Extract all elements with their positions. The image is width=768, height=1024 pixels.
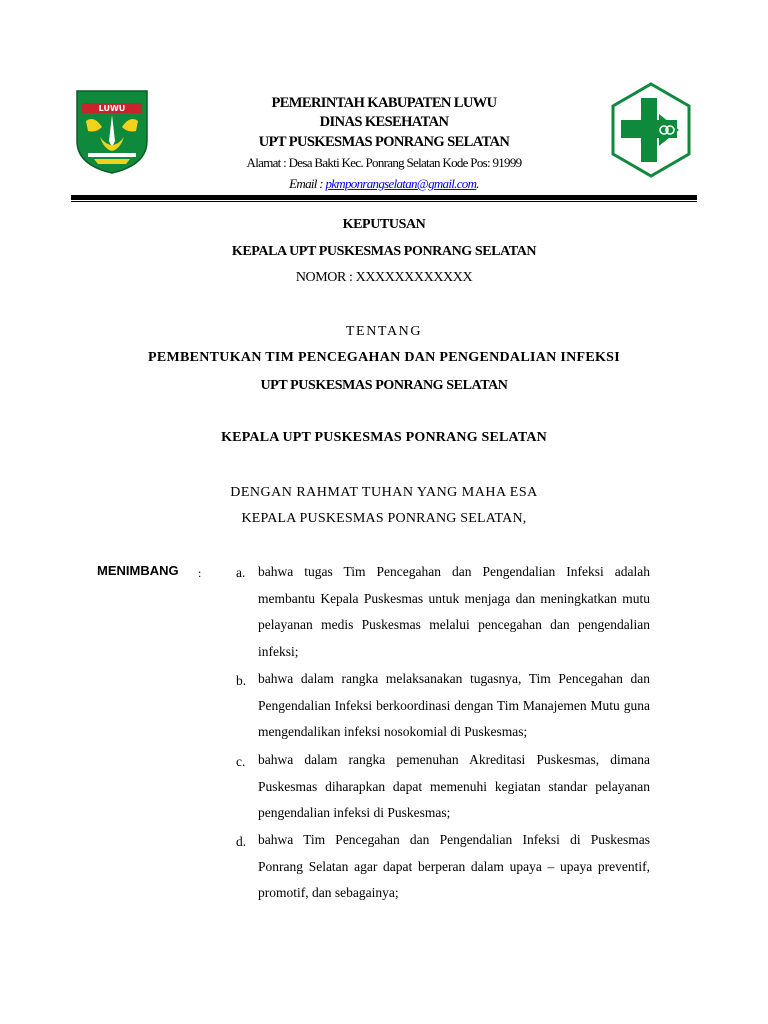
email-suffix: . xyxy=(476,176,479,191)
item-b-text: bahwa dalam rangka melaksanakan tugasnya, Tim Pencegahan dan Pengendalian Infeksi berkoordinasi dengan Tim Manajemen Mutu guna mengendalikan infeksi nosokomial di Puskesmas; xyxy=(258,671,650,740)
decree-number: NOMOR : XXXXXXXXXXXX xyxy=(295,270,473,285)
about-label: TENTANG xyxy=(345,324,423,339)
head-of-office: KEPALA UPT PUSKESMAS PONRANG SELATAN xyxy=(221,430,547,445)
decree-title: KEPUTUSAN xyxy=(342,217,426,232)
blessing-line-2: KEPALA PUSKESMAS PONRANG SELATAN, xyxy=(241,511,527,526)
considering-label: MENIMBANG xyxy=(97,563,179,578)
header-government: PEMERINTAH KABUPATEN LUWU xyxy=(271,95,497,111)
email-label: Email : xyxy=(289,176,323,191)
item-d-letter: d. xyxy=(236,834,247,849)
item-a-letter: a. xyxy=(236,565,246,580)
email-link[interactable]: pkmponrangselatan@gmail.com xyxy=(325,176,477,191)
letterhead-rule-thick xyxy=(71,195,697,200)
decree-issuer: KEPALA UPT PUSKESMAS PONRANG SELATAN xyxy=(231,244,537,259)
header-department: DINAS KESEHATAN xyxy=(319,114,449,130)
puskesmas-emblem xyxy=(611,82,691,178)
header-address: Alamat : Desa Bakti Kec. Ponrang Selatan Kode Pos: 91999 xyxy=(246,155,522,170)
letterhead-rule-thin xyxy=(71,201,697,202)
considering-colon: : xyxy=(198,566,202,580)
item-c-text: bahwa dalam rangka pemenuhan Akreditasi Puskesmas, dimana Puskesmas diharapkan dapat memenuhi kegiatan standar pelayanan pengendalian infeksi di Puskesmas; xyxy=(258,752,650,821)
item-a-text: bahwa tugas Tim Pencegahan dan Pengendalian Infeksi adalah membantu Kepala Puskesmas untuk menjaga dan meningkatkan mutu pelayanan medis Puskesmas melalui pencegahan dan pengendalian infeksi; xyxy=(258,564,650,660)
luwu-regency-emblem xyxy=(74,87,150,175)
subject-line-2: UPT PUSKESMAS PONRANG SELATAN xyxy=(260,378,508,393)
item-c-letter: c. xyxy=(236,754,246,769)
luwu-logo-text: LUWU xyxy=(98,104,126,113)
subject-line-1: PEMBENTUKAN TIM PENCEGAHAN DAN PENGENDALIAN INFEKSI xyxy=(147,350,621,365)
header-email-line xyxy=(170,176,598,192)
header-institution: UPT PUSKESMAS PONRANG SELATAN xyxy=(258,134,510,150)
blessing-line-1: DENGAN RAHMAT TUHAN YANG MAHA ESA xyxy=(230,485,538,500)
item-b-letter: b. xyxy=(236,673,247,688)
item-d-text: bahwa Tim Pencegahan dan Pengendalian Infeksi di Puskesmas Ponrang Selatan agar dapat berperan dalam upaya – upaya preventif, promotif, dan sebagainya; xyxy=(258,832,650,901)
